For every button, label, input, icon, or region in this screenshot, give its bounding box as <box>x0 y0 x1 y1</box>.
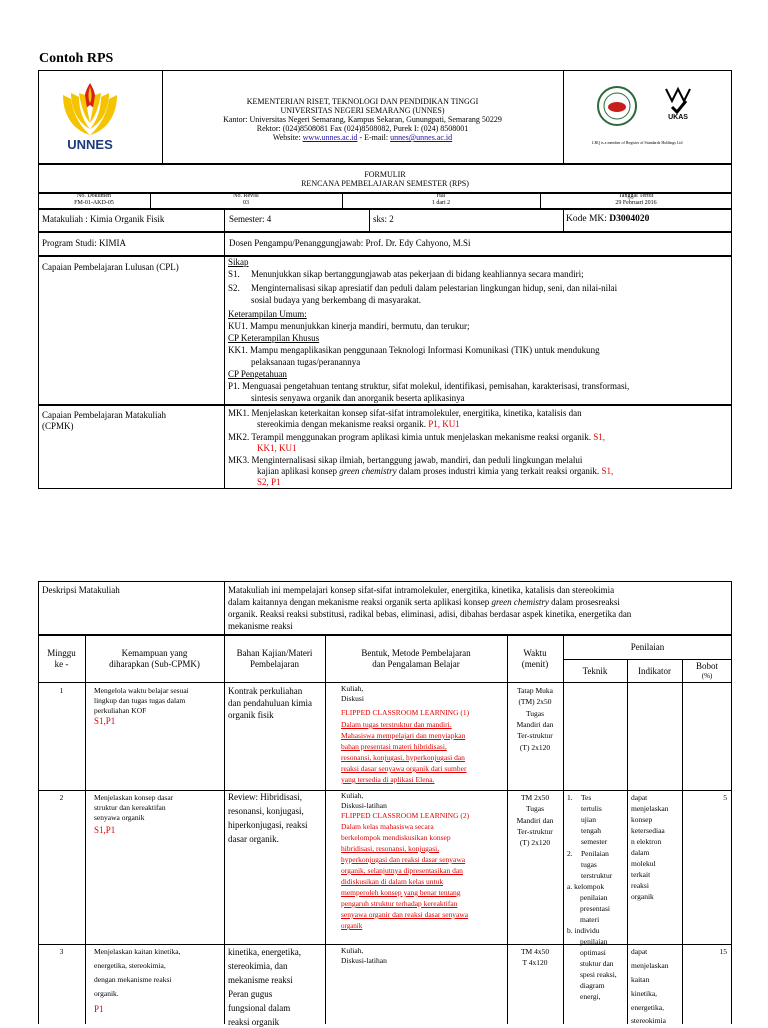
page-title: Contoh RPS <box>39 51 114 66</box>
row1-waktu-0: Tatap Muka <box>517 686 553 695</box>
row1-kemampuan-0: Mengelola waktu belajar sesuai <box>94 686 189 695</box>
cpmk-mk3-text: kajian aplikasi konsep <box>257 466 337 476</box>
row1-bentuk-1: Diskusi <box>341 694 364 703</box>
row2-bahan-0: Review: Hibridisasi, <box>228 792 302 802</box>
row2-waktu-1: Tugas <box>525 804 545 813</box>
unnes-logo-text: UNNES <box>67 137 113 152</box>
course-code <box>566 214 649 225</box>
row1-bentuk-0: Kuliah, <box>341 684 364 693</box>
revision-value: 03 <box>243 200 249 206</box>
row2-bentuk-red-8: pengaruh struktur terhadap kereaktifan <box>341 899 458 908</box>
row2-teknik-16: spesi reaksi, <box>580 970 617 979</box>
row2-teknik-10: presentasi <box>580 904 610 913</box>
row2-bentuk-red-2: berkelompok mendiskusikan konsep <box>341 833 451 842</box>
crown-tick-icon <box>662 85 694 115</box>
row1-kemampuan-ref: S1,P1 <box>94 716 116 726</box>
deskripsi-text-a: Matakuliah ini mempelajari konsep sifat-sifat intramolekuler, energitika, kinetika, katalisis dan stereokimia <box>228 585 615 595</box>
row1-waktu-2: Tugas <box>525 709 545 718</box>
row2-teknik-18: energi, <box>580 992 601 1001</box>
col-penilaian: Penilaian <box>630 642 665 652</box>
row3-waktu-1: T 4x120 <box>522 958 548 967</box>
row2-teknik-4: semester <box>581 837 608 846</box>
row2-bentuk-red-10: organik <box>341 922 363 930</box>
deskripsi-text-c: organik. Reaksi reaksi substitusi, radikal bebas, eliminasi, adisi, dibahas berdasar aspek kinetika, energetika dan <box>228 609 632 619</box>
col-indikator: Indikator <box>638 666 671 676</box>
col-bentuk-b: dan Pengalaman Belajar <box>372 659 460 669</box>
row3-bahan-3: Peran gugus <box>228 989 273 999</box>
cpmk-mk3-b <box>257 466 613 477</box>
cpmk-mk2-text: MK2. Terampil menggunakan program aplikasi kimia untuk menjelaskan mekanisme reaksi organik. <box>228 432 591 442</box>
formulir-title: FORMULIR <box>364 170 406 179</box>
email-label: - E-mail: <box>359 133 389 142</box>
row2-bentuk-red-3: hibridisasi, resonansi, konjugasi, <box>341 844 440 853</box>
row1-bentuk-red-3: bahan presentasi materi hibridisasi, <box>341 742 447 751</box>
cpmk-mk1-a: MK1. Menjelaskan keterkaitan konsep sifat-sifat intramolekuler, energitika, kinetika, katalisis dan <box>228 408 582 418</box>
course-code-value: D3004020 <box>609 214 650 224</box>
row2-bentuk-red-0: FLIPPED CLASSROOM LEARNING (2) <box>341 811 470 820</box>
col-bentuk-a: Bentuk, Metode Pembelajaran <box>361 648 471 658</box>
doc-number-value: FM-01-AKD-05 <box>74 200 114 206</box>
row2-waktu-0: TM 2x50 <box>520 793 550 802</box>
row2-indikator-4: n elektron <box>631 837 662 846</box>
row3-bahan-0: kinetika, energetika, <box>228 947 302 957</box>
cpl-s1: Menunjukkan sikap bertanggungjawab atas pekerjaan di bidang keahliannya secara mandiri; <box>251 269 584 279</box>
row2-indikator-8: reaksi <box>631 881 649 890</box>
cpl-kk1-a: KK1. Mampu mengaplikasikan penggunaan Teknologi Informasi Komunikasi (TIK) untuk mendukung <box>228 345 600 355</box>
row3-bahan-1: stereokimia, dan <box>228 961 288 971</box>
cpl-ku-title: Keterampilan Umum: <box>228 309 307 319</box>
row2-bobot: 5 <box>723 793 727 802</box>
lecturer: Dosen Pengampu/Penanggungjawab: Prof. Dr. Edy Cahyono, M.Si <box>229 238 471 248</box>
issue-date-value: 29 Februari 2016 <box>615 200 657 206</box>
row2-bentuk-red-7: memperoleh konsep yang benar tentang <box>341 888 461 897</box>
col-minggu-a: Minggu <box>47 648 76 658</box>
row2-teknik-13: penilaian <box>580 937 608 946</box>
row2-indikator-0: dapat <box>631 793 648 802</box>
row2-bentuk-1: Diskusi-latihan <box>341 801 387 810</box>
study-program: Program Studi: KIMIA <box>42 238 126 248</box>
row2-teknik-8: a. kelompok <box>567 882 605 891</box>
row1-bahan-2: organik fisik <box>228 710 274 720</box>
cpmk-mk1-ref: P1, KU1 <box>428 419 460 429</box>
row2-teknik-17: diagram <box>580 981 605 990</box>
formulir-subtitle: RENCANA PEMBELAJARAN SEMESTER (RPS) <box>301 179 469 188</box>
row3-bentuk-1: Diskusi-latihan <box>341 956 387 965</box>
row3-bentuk-0: Kuliah, <box>341 946 364 955</box>
row3-indikator-5: stereokimia <box>631 1016 666 1025</box>
ukas-text: UKAS <box>668 114 688 121</box>
row1-kemampuan-2: perkuliahan KOF <box>94 706 147 715</box>
row1-bentuk-red-2: Mahasiswa mempelajari dan menyiapkan <box>341 731 466 740</box>
row1-no: 1 <box>59 686 64 695</box>
row2-indikator-9: organik <box>631 892 654 901</box>
row1-bentuk-red-0: FLIPPED CLASSROOM LEARNING (1) <box>341 708 470 717</box>
row2-indikator-2: konsep <box>631 815 653 824</box>
ukas-mark <box>662 85 694 125</box>
row3-kemampuan-0: Menjelaskan kaitan kinetika, <box>94 947 181 956</box>
cpl-s2-a: Menginternalisasi sikap apresiatif dan peduli dalam pelestarian lingkungan hidup, seni, dan nilai-nilai <box>251 283 618 293</box>
col-waktu-a: Waktu <box>523 648 547 658</box>
row3-kemampuan-2: dengan mekanisme reaksi <box>94 975 172 984</box>
row1-waktu-1: (TM) 2x50 <box>518 697 552 706</box>
iso-seal-icon <box>596 85 638 127</box>
ukas-note: LRQ is a member of Register of Standards Holdings Ltd <box>592 140 683 145</box>
deskripsi-text-b <box>228 597 620 608</box>
row2-teknik-12: b. individu <box>567 926 600 935</box>
row1-bentuk-red-6: yang tersedia di aplikasi Elena. <box>341 775 435 784</box>
row2-bahan-3: dasar organik. <box>228 834 279 844</box>
row1-waktu-3: Mandiri dan <box>516 720 554 729</box>
cpmk-mk2-ref-a: S1, <box>593 432 605 442</box>
row2-bentuk-red-9: senyawa organir dan reaksi dasar senyawa <box>341 910 469 919</box>
row2-teknik-2: ujian <box>581 815 596 824</box>
deskripsi-text-b-end: dalam prosesreaksi <box>551 597 620 607</box>
row2-teknik-1: tertulis <box>581 804 602 813</box>
row3-indikator-4: energetika, <box>631 1003 664 1012</box>
row2-kemampuan-0: Menjelaskan konsep dasar <box>94 793 174 802</box>
row3-kemampuan-3: organik. <box>94 989 119 998</box>
row1-bentuk-red-5: reaksi dasar senyawa organik dari sumber <box>341 764 467 773</box>
row2-indikator-7: terkait <box>631 870 651 879</box>
col-bobot-b: (%) <box>701 672 713 680</box>
row3-indikator-1: menjelaskan <box>631 961 669 970</box>
row2-waktu-4: (T) 2x120 <box>519 838 551 847</box>
row2-teknik-5: Penilaian <box>581 849 609 858</box>
row2-indikator-5: dalam <box>631 848 650 857</box>
row2-teknik-3: tengah <box>581 826 601 835</box>
row3-bahan-5: reaksi organik <box>228 1017 280 1027</box>
row2-no: 2 <box>59 793 64 802</box>
cpl-s1-code: S1. <box>228 269 240 279</box>
course-sks: sks: 2 <box>373 214 394 224</box>
row2-teknik-14: optimasi <box>580 948 606 957</box>
col-kemampuan-b: diharapkan (Sub-CPMK) <box>109 659 200 669</box>
website-label: Website: <box>272 133 301 142</box>
cpl-kk1-b: pelaksanaan tugas/peranannya <box>251 357 361 367</box>
course-code-label: Kode MK: <box>566 214 610 224</box>
cpl-ku1: KU1. Mampu menunjukkan kinerja mandiri, bermutu, dan terukur; <box>228 321 470 331</box>
header-address: Kantor: Universitas Negeri Semarang, Kampus Sekaran, Gunungpati, Semarang 50229 <box>223 115 502 124</box>
row2-bentuk-red-1: Dalam kelas mahasiswa secara <box>341 822 434 831</box>
cpmk-mk2-a <box>228 432 605 443</box>
col-bahan-a: Bahan Kajian/Materi <box>236 648 313 658</box>
page-label: Hal <box>436 193 446 199</box>
deskripsi-text-b-main: dalam kaitannya dengan mekanisme reaksi organik serta aplikasi konsep <box>228 597 490 607</box>
row3-kemampuan-ref: P1 <box>94 1004 104 1014</box>
row2-bahan-2: hiperkonjugasi, reaksi <box>228 820 308 830</box>
header-university: UNIVERSITAS NEGERI SEMARANG (UNNES) <box>280 106 445 115</box>
row1-bahan-0: Kontrak perkuliahan <box>228 686 303 696</box>
cpmk-label-b: (CPMK) <box>42 421 74 431</box>
row2-bahan-1: resonansi, konjugasi, <box>228 806 304 816</box>
cpmk-mk3-ref-b: S2, P1 <box>257 477 281 487</box>
row1-waktu-5: (T) 2x120 <box>519 743 551 752</box>
col-bahan-b: Pembelajaran <box>250 659 299 669</box>
header-ministry: KEMENTERIAN RISET, TEKNOLOGI DAN PENDIDIKAN TINGGI <box>246 97 479 106</box>
cpl-p-title: CP Pengetahuan <box>228 369 287 379</box>
page-value: 1 dari 2 <box>431 200 451 206</box>
row2-teknik-7: terstruktur <box>581 871 613 880</box>
revision-label: No. Revisi <box>233 193 259 199</box>
certification-seal <box>596 85 638 127</box>
col-minggu-b: ke - <box>54 659 69 669</box>
row2-bentuk-red-6: didiskusikan di dalam kelas untuk <box>341 877 444 886</box>
cpl-s2-b: sosial budaya yang berkembang di masyarakat. <box>251 295 421 305</box>
row2-teknik-9: penilaian <box>580 893 608 902</box>
row2-teknik-15: stuktur dan <box>580 959 614 968</box>
row2-waktu-2: Mandiri dan <box>516 816 554 825</box>
unnes-logo <box>55 79 125 159</box>
cpmk-mk1-b <box>257 419 460 430</box>
deskripsi-label: Deskripsi Matakuliah <box>42 585 120 595</box>
row2-waktu-3: Ter-struktur <box>517 827 553 836</box>
row1-bahan-1: dan pendahuluan kimia <box>228 698 312 708</box>
issue-date-label: Tanggal Terbit <box>618 193 654 199</box>
row3-bahan-4: fungsional dalam <box>228 1003 291 1013</box>
row1-waktu-4: Ter-struktur <box>517 731 553 740</box>
row3-waktu-0: TM 4x50 <box>520 947 550 956</box>
doc-number-label: No. Dokumen <box>77 193 111 199</box>
row2-indikator-6: molekul <box>631 859 656 868</box>
row3-bahan-2: mekanisme reaksi <box>228 975 293 985</box>
header-phone: Rektor: (024)8508081 Fax (024)8508082, Purek I: (024) 8508001 <box>256 124 469 133</box>
row1-bentuk-red-4: resonansi, konjugasi, hyperkonjugasi dan <box>341 753 465 762</box>
unnes-emblem-icon <box>55 79 125 139</box>
row1-kemampuan-1: lingkup dan tugas tugas dalam <box>94 696 186 705</box>
row3-kemampuan-1: energetika, stereokimia, <box>94 961 166 970</box>
email-link[interactable]: unnes@unnes.ac.id <box>390 133 453 142</box>
row2-kemampuan-ref: S1,P1 <box>94 825 116 835</box>
deskripsi-text-d: mekanisme reaksi <box>228 621 293 631</box>
col-kemampuan-a: Kemampuan yang <box>121 648 188 658</box>
col-teknik: Teknik <box>582 666 608 676</box>
row3-no: 3 <box>59 947 64 956</box>
row2-indikator-3: ketersediaa <box>631 826 665 835</box>
course-name: Matakuliah : Kimia Organik Fisik <box>42 214 165 224</box>
cpl-kk-title: CP Keterampilan Khusus <box>228 333 320 343</box>
cpmk-mk1-text: stereokimia dengan mekanisme reaksi organik. <box>257 419 427 429</box>
row2-kemampuan-1: struktur dan kereaktifan <box>94 803 166 812</box>
row3-indikator-3: kinetika, <box>631 989 658 998</box>
cpl-s2-code: S2. <box>228 283 240 293</box>
col-bobot-a: Bobot <box>695 661 718 671</box>
cpmk-green-chemistry: green chemistry <box>339 466 397 476</box>
row2-bentuk-red-4: hyperkonjugasi dan reaksi dasar senyawa <box>341 855 466 864</box>
deskripsi-green-chemistry: green chemistry <box>491 597 549 607</box>
row2-indikator-1: menjelaskan <box>631 804 669 813</box>
row2-teknik-11: materi <box>580 915 600 924</box>
cpmk-mk3-a: MK3. Menginternalisasi sikap ilmiah, bertanggung jawab, mandiri, dan peduli lingkungan melalui <box>228 455 583 465</box>
cpl-label: Capaian Pembelajaran Lulusan (CPL) <box>42 262 179 272</box>
website-link[interactable]: www.unnes.ac.id <box>302 133 358 142</box>
col-waktu-b: (menit) <box>521 659 549 669</box>
row3-indikator-0: dapat <box>631 947 648 956</box>
row2-teknik-0: Tes <box>581 793 592 802</box>
cpmk-mk2-ref-b: KK1, KU1 <box>257 443 297 453</box>
row2-bentuk-red-5: organik, selanjutnya dipresentasikan dan <box>341 866 463 875</box>
row2-bentuk-0: Kuliah, <box>341 791 364 800</box>
cpmk-mk3-ref-a: S1, <box>601 466 614 476</box>
cpl-sikap-title: Sikap <box>228 257 249 267</box>
row3-indikator-2: kaitan <box>631 975 650 984</box>
cpl-p1-b: sintesis senyawa organik dan anorganik beserta aplikasinya <box>251 393 465 403</box>
row1-bentuk-red-1: Dalam tugas terstruktur dan mandiri. <box>341 720 452 729</box>
course-semester: Semester: 4 <box>229 214 272 224</box>
cpmk-label-a: Capaian Pembelajaran Matakuliah <box>42 410 166 420</box>
cpmk-mk3-text-c: dalam proses industri kimia yang terkait reaksi organik. <box>398 466 600 476</box>
row2-kemampuan-2: senyawa organik <box>94 813 145 822</box>
row3-bobot: 15 <box>719 947 727 956</box>
row2-teknik-6: tugas <box>581 860 597 869</box>
cpl-p1-a: P1. Menguasai pengetahuan tentang struktur, sifat molekul, identifikasi, pemisahan, karakterisasi, transformasi, <box>228 381 630 391</box>
header-contact <box>162 133 563 142</box>
